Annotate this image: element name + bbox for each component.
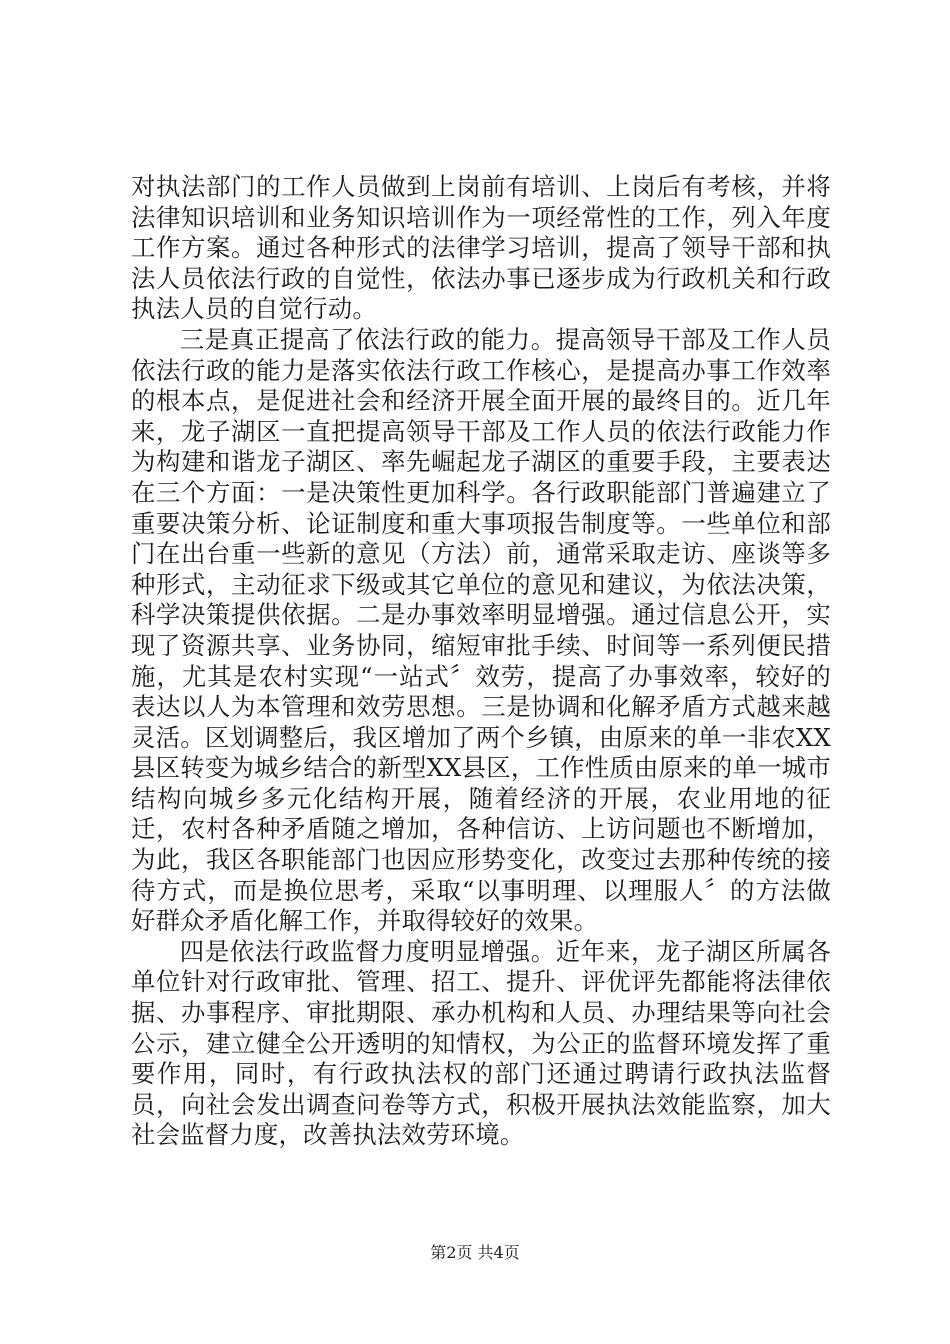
- paragraph-point-three: 三是真正提高了依法行政的能力。提高领导干部及工作人员依法行政的能力是落实依法行政工作核心，是提高办事工作效率的根本点，是促进社会和经济开展全面开展的最终目的。近几年来，龙子湖区一直把提高领导干部及工作人员的依法行政能力作为构建和谐龙子湖区、率先崛起龙子湖区的重要手段，主要表达在三个方面：一是决策性更加科学。各行政职能部门普遍建立了重要决策分析、论证制度和重大事项报告制度等。一些单位和部门在出台重一些新的意见（方法）前，通常采取走访、座谈等多种形式，主动征求下级或其它单位的意见和建议，为依法决策，科学决策提供依据。二是办事效率明显增强。通过信息公开，实现了资源共享、业务协同，缩短审批手续、时间等一系列便民措施，尤其是农村实现“一站式〞效劳，提高了办事效率，较好的表达以人为本管理和效劳思想。三是协调和化解矛盾方式越来越灵活。区划调整后，我区增加了两个乡镇，由原来的单一非农XX县区转变为城乡结合的新型XX县区，工作性质由原来的单一城市结构向城乡多元化结构开展，随着经济的开展，农业用地的征迁，农村各种矛盾随之增加，各种信访、上访问题也不断增加，为此，我区各职能部门也因应形势变化，改变过去那种传统的接待方式，而是换位思考，采取“以事明理、以理服人〞的方法做好群众矛盾化解工作，并取得较好的效果。: [131, 324, 831, 936]
- page-number: 第2页 共4页: [430, 1243, 520, 1262]
- paragraph-point-four: 四是依法行政监督力度明显增强。近年来，龙子湖区所属各单位针对行政审批、管理、招工、提升、评优评先都能将法律依据、办事程序、审批期限、承办机构和人员、办理结果等向社会公示，建立健全公开透明的知情权，为公正的监督环境发挥了重要作用，同时，有行政执法权的部门还通过聘请行政执法监督员，向社会发出调查问卷等方式，积极开展执法效能监察，加大社会监督力度，改善执法效劳环境。: [131, 936, 831, 1150]
- paragraph-continuation: 对执法部门的工作人员做到上岗前有培训、上岗后有考核，并将法律知识培训和业务知识培训作为一项经常性的工作，列入年度工作方案。通过各种形式的法律学习培训，提高了领导干部和执法人员依法行政的自觉性，依法办事已逐步成为行政机关和行政执法人员的自觉行动。: [131, 172, 831, 324]
- page-footer: [0, 1240, 950, 1263]
- document-body: [131, 172, 831, 1151]
